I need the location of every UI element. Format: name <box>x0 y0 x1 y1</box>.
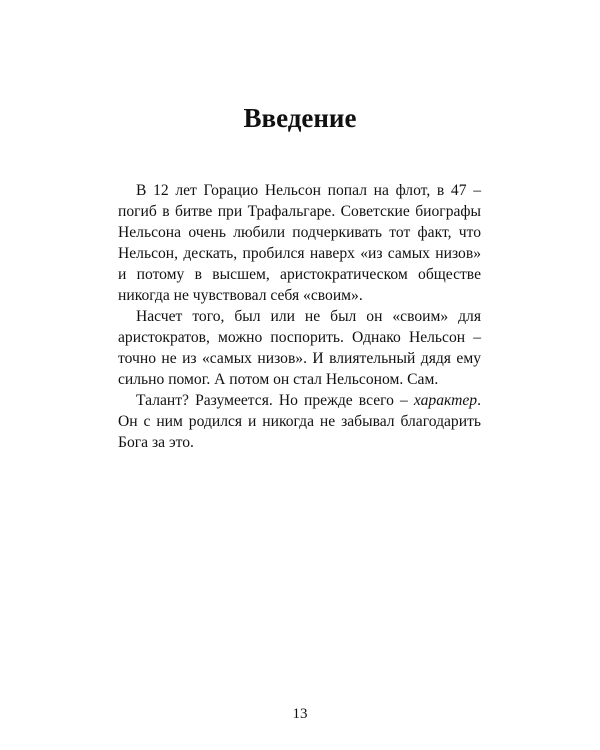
paragraph-1: В 12 лет Горацио Нельсон попал на флот, в 47 – погиб в битве при Трафальгаре. Советские биографы Нельсона очень любили подчеркивать тот факт, что Нельсон, дескать, пробился наверх «из самых низов» и потому в высшем, аристократическом обществе никогда не чувствовал себя «своим». <box>118 182 481 304</box>
paragraph-3 <box>118 390 481 453</box>
emphasized-word: характер <box>413 392 478 409</box>
paragraph-3-end: . Он с ним родился и никогда не забывал благодарить Бога за это. <box>118 392 481 451</box>
chapter-title: Введение <box>243 103 357 133</box>
body-text <box>118 180 481 453</box>
paragraph-3-start: Талант? Разумеется. Но прежде всего – <box>136 392 414 409</box>
paragraph-2: Насчет того, был или не был он «своим» для аристократов, можно поспорить. Однако Нельсон – точно не из «самых низов». И влиятельный дядя ему сильно помог. А потом он стал Нельсоном. Сам. <box>118 308 481 388</box>
page-number: 13 <box>292 706 308 722</box>
